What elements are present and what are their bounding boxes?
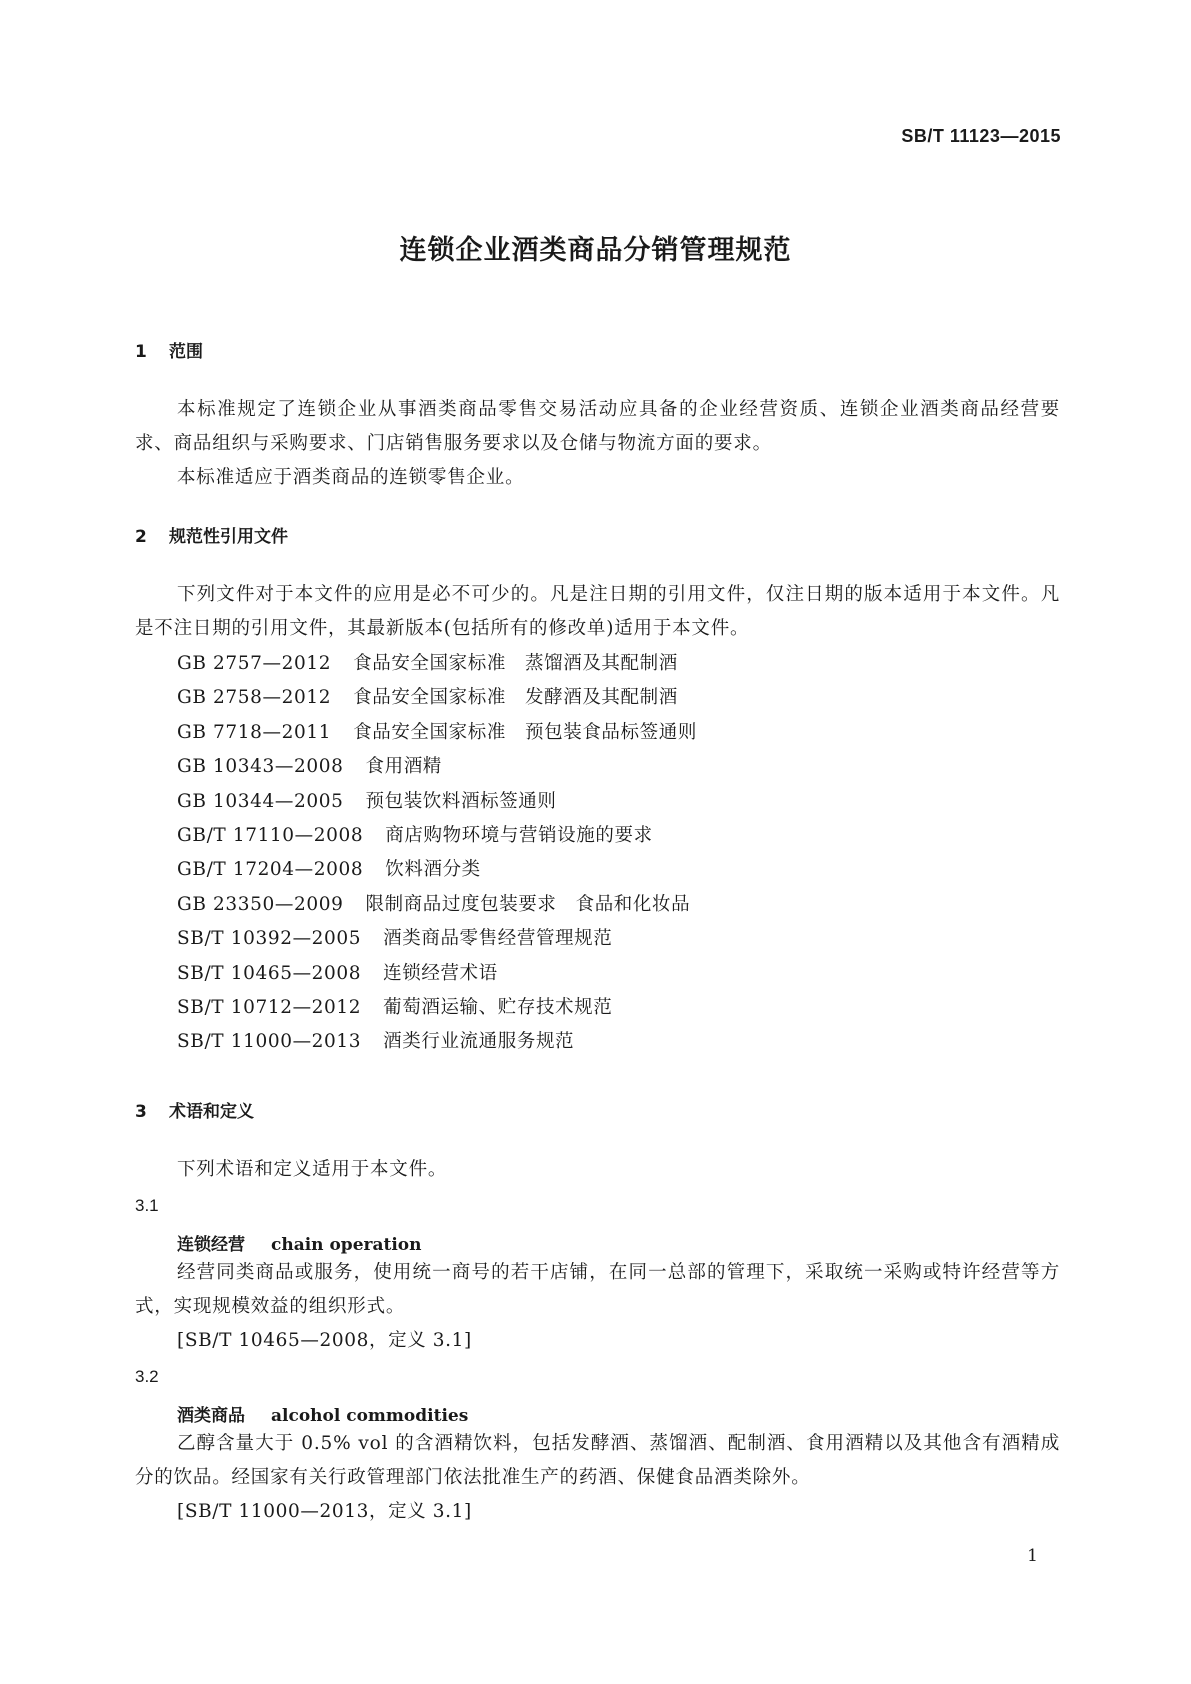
reference-code: GB 7718—2011 [177,721,332,743]
paragraph-terms-intro: 下列术语和定义适用于本文件。 [177,1159,448,1180]
section-number: 2 [135,527,147,547]
section-heading-2 [135,522,288,547]
section-title: 规范性引用文件 [169,527,288,547]
term-heading-3-1 [177,1230,422,1255]
term-definition-3-2: 乙醇含量大于 0.5% vol 的含酒精饮料，包括发酵酒、蒸馏酒、配制酒、食用酒精以及其他含有酒精成分的饮品。经国家有关行政管理部门依法批准生产的药酒、保健食品酒类除外。 [135,1433,1060,1488]
reference-title: 连锁经营术语 [383,962,498,984]
reference-item [177,1025,574,1059]
reference-title: 预包装饮料酒标签通则 [365,790,557,812]
reference-code: GB 23350—2009 [177,893,344,915]
document-title: 连锁企业酒类商品分销管理规范 [399,235,792,266]
reference-title: 商店购物环境与营销设施的要求 [385,825,653,846]
reference-code: SB/T 10465—2008 [177,962,362,984]
reference-code: GB 10344—2005 [177,790,344,812]
reference-item [177,888,690,922]
reference-code: GB 2757—2012 [177,653,332,674]
term-source-3-1: [SB/T 10465—2008，定义 3.1] [177,1330,472,1351]
reference-item [177,991,612,1025]
reference-item [177,716,697,750]
reference-code: SB/T 10712—2012 [177,997,362,1018]
reference-title: 酒类行业流通服务规范 [383,1031,575,1053]
reference-item [177,681,678,715]
clause-number-3-1: 3.1 [135,1196,159,1215]
reference-code: GB/T 17204—2008 [177,859,364,881]
reference-title: 食品安全国家标准 预包装食品标签通则 [353,721,697,743]
section-title: 范围 [169,342,203,362]
section-title: 术语和定义 [169,1102,254,1122]
section-heading-3 [135,1097,254,1122]
reference-item [177,750,442,784]
term-zh: 连锁经营 [177,1235,245,1255]
term-en: alcohol commodities [271,1406,469,1426]
reference-item [177,647,678,681]
reference-title: 葡萄酒运输、贮存技术规范 [383,997,613,1018]
reference-title: 限制商品过度包装要求 食品和化妆品 [365,893,691,915]
term-en: chain operation [271,1235,422,1255]
reference-title: 饮料酒分类 [385,859,481,881]
standard-code: SB/T 11123—2015 [901,126,1061,146]
reference-title: 食品安全国家标准 蒸馏酒及其配制酒 [353,653,678,674]
section-number: 3 [135,1102,147,1122]
reference-item [177,853,481,887]
clause-number-3-2: 3.2 [135,1367,159,1386]
reference-item [177,957,498,991]
reference-code: SB/T 10392—2005 [177,928,362,950]
page-number: 1 [1027,1546,1038,1566]
paragraph-scope-2: 本标准适应于酒类商品的连锁零售企业。 [177,467,525,488]
reference-code: GB 10343—2008 [177,756,344,778]
reference-title: 酒类商品零售经营管理规范 [383,928,613,950]
term-source-3-2: [SB/T 11000—2013，定义 3.1] [177,1501,472,1522]
reference-code: SB/T 11000—2013 [177,1031,362,1053]
term-heading-3-2 [177,1401,468,1426]
reference-code: GB 2758—2012 [177,687,332,709]
reference-code: GB/T 17110—2008 [177,825,364,846]
reference-item [177,819,653,853]
section-heading-1 [135,337,203,362]
term-zh: 酒类商品 [177,1406,245,1426]
paragraph-references-intro: 下列文件对于本文件的应用是必不可少的。凡是注日期的引用文件，仅注日期的版本适用于本文件。凡是不注日期的引用文件，其最新版本(包括所有的修改单)适用于本文件。 [135,584,1060,639]
section-number: 1 [135,342,147,362]
reference-item [177,785,557,819]
reference-title: 食品安全国家标准 发酵酒及其配制酒 [353,687,678,709]
reference-item [177,922,612,956]
paragraph-scope-1: 本标准规定了连锁企业从事酒类商品零售交易活动应具备的企业经营资质、连锁企业酒类商品经营要求、商品组织与采购要求、门店销售服务要求以及仓储与物流方面的要求。 [135,399,1060,454]
term-definition-3-1: 经营同类商品或服务，使用统一商号的若干店铺，在同一总部的管理下，采取统一采购或特许经营等方式，实现规模效益的组织形式。 [135,1262,1060,1317]
reference-title: 食用酒精 [365,756,442,778]
